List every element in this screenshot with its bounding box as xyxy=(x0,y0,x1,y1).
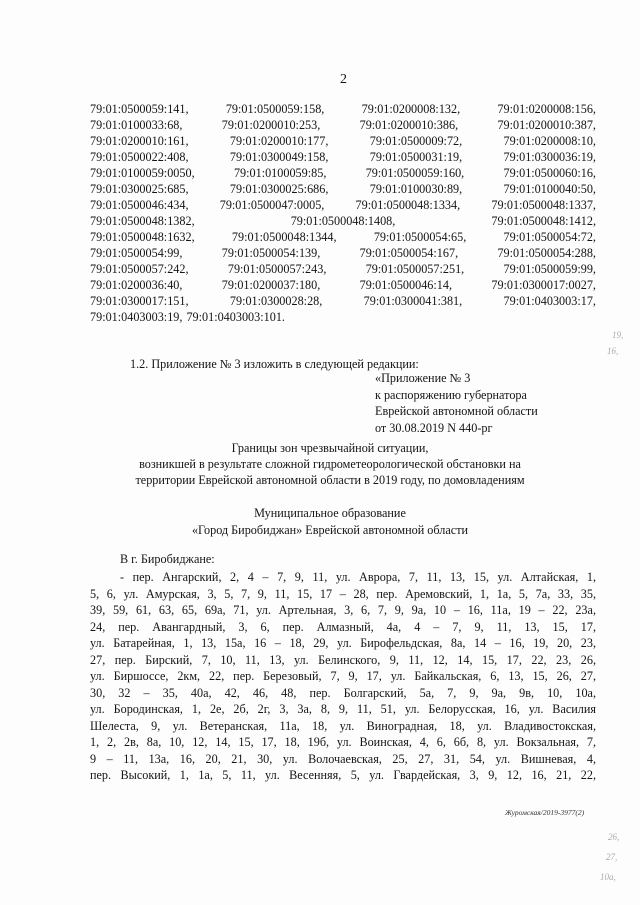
margin-mark: 19, xyxy=(612,330,624,340)
cadastral-number: 79:01:0403003:19, xyxy=(90,310,183,324)
street-line: 39, 59, 61, 63, 65, 69а, 71, ул. Артельная, 3, 6, 7, 9, 9а, 10 – 16, 11а, 19 – 22, 23а, xyxy=(90,603,596,617)
cadastral-line xyxy=(90,181,596,197)
street-line: 27, пер. Бирский, 7, 10, 11, 13, ул. Белинского, 9, 11, 12, 14, 15, 17, 22, 23, 26, xyxy=(90,652,596,667)
cadastral-number: 79:01:0500048:1344, xyxy=(231,230,337,244)
street-line: 5, 6, ул. Амурская, 3, 5, 7, 9, 11, 15, 17 – 28, пер. Аремовский, 1, 1а, 5, 7а, 33, 35, xyxy=(90,586,596,601)
appendix-line: «Приложение № 3 xyxy=(375,371,471,385)
city-heading: В г. Биробиджане: xyxy=(120,552,215,566)
cadastral-number: 79:01:0300017:0027, xyxy=(491,278,596,292)
margin-mark: 26, xyxy=(608,832,620,842)
title-line: территории Еврейской автономной области в 2019 году, по домовладениям xyxy=(135,473,525,487)
street-line: ул. Бородинская, 1, 2е, 2б, 2г, 3, 3а, 8, 9, 11, 51, ул. Белорусская, 16, ул. Василия xyxy=(90,702,596,716)
document-title xyxy=(80,440,580,488)
cadastral-number: 79:01:0100059:85, xyxy=(233,166,327,180)
cadastral-number: 79:01:0500057:242, xyxy=(90,262,189,276)
cadastral-line xyxy=(90,117,596,133)
municipality-heading xyxy=(80,505,580,539)
cadastral-number: 79:01:0300028:28, xyxy=(229,294,323,308)
municipality-line: Муниципальное образование xyxy=(254,506,406,520)
cadastral-number: 79:01:0200010:177, xyxy=(229,134,329,148)
cadastral-number: 79:01:0500022:408, xyxy=(90,150,189,164)
cadastral-number: 79:01:0500060:16, xyxy=(503,166,596,180)
cadastral-number: 79:01:0500054:99, xyxy=(90,246,183,260)
cadastral-line xyxy=(90,133,596,149)
cadastral-line xyxy=(90,229,596,245)
footer-code: Журомская/2019-3977(2) xyxy=(505,808,585,817)
cadastral-number: 79:01:0500054:72, xyxy=(503,230,596,244)
cadastral-number: 79:01:0200010:386, xyxy=(359,118,459,132)
appendix-header xyxy=(375,370,538,436)
cadastral-number: 79:01:0500054:139, xyxy=(221,246,321,260)
cadastral-number: 79:01:0500047:0005, xyxy=(219,198,325,212)
amendment-text: 1.2. Приложение № 3 изложить в следующей редакции: xyxy=(130,357,419,371)
cadastral-number: 79:01:0100030:89, xyxy=(369,182,463,196)
appendix-line: к распоряжению губернатора xyxy=(375,387,527,402)
cadastral-number: 79:01:0300025:685, xyxy=(90,182,189,196)
margin-mark: 27, xyxy=(606,852,618,862)
cadastral-line xyxy=(90,261,596,277)
cadastral-number: 79:01:0300025:686, xyxy=(229,182,329,196)
cadastral-number: 79:01:0500054:65, xyxy=(373,230,467,244)
margin-mark: 10а, xyxy=(600,872,616,882)
appendix-line: от 30.08.2019 N 440-рг xyxy=(375,420,493,435)
cadastral-number: 79:01:0200010:387, xyxy=(497,118,596,132)
cadastral-number: 79:01:0300017:151, xyxy=(90,294,189,308)
cadastral-number: 79:01:0200008:132, xyxy=(361,102,461,116)
cadastral-line xyxy=(90,101,596,117)
cadastral-number: 79:01:0500059:141, xyxy=(90,102,189,116)
cadastral-number: 79:01:0200008:10, xyxy=(503,134,596,148)
street-line: пер. Высокий, 1, 1а, 5, 11, ул. Весенняя, 5, ул. Гвардейская, 3, 9, 12, 16, 21, 22, xyxy=(90,768,596,782)
cadastral-number: 79:01:0500009:72, xyxy=(369,134,463,148)
cadastral-number: 79:01:0200010:161, xyxy=(90,134,189,148)
appendix-line: Еврейской автономной области xyxy=(375,404,538,418)
cadastral-line xyxy=(90,165,596,181)
title-line: возникшей в результате сложной гидрометеорологической обстановки на xyxy=(139,457,521,471)
cadastral-number: 79:01:0100033:68, xyxy=(90,118,183,132)
cadastral-line xyxy=(90,293,596,309)
cadastral-number: 79:01:0300036:19, xyxy=(503,150,596,164)
cadastral-number: 79:01:0403003:17, xyxy=(503,294,596,308)
cadastral-number: 79:01:0500048:1408, xyxy=(290,214,396,228)
cadastral-number: 79:01:0500048:1334, xyxy=(355,198,461,212)
cadastral-number: 79:01:0100059:0050, xyxy=(90,166,195,180)
cadastral-line xyxy=(90,213,596,229)
cadastral-number: 79:01:0500054:288, xyxy=(497,246,596,260)
cadastral-number: 79:01:0500048:1337, xyxy=(491,198,596,212)
cadastral-number: 79:01:0500046:14, xyxy=(359,278,453,292)
cadastral-number: 79:01:0500048:1412, xyxy=(491,214,596,228)
margin-mark: 16, xyxy=(607,346,619,356)
street-line: 9 – 11, 13а, 16, 20, 21, 30, ул. Волочаевская, 25, 27, 31, 54, ул. Вишневая, 4, xyxy=(90,751,596,766)
cadastral-line xyxy=(90,277,596,293)
cadastral-number: 79:01:0300041:381, xyxy=(363,294,463,308)
street-line: - пер. Ангарский, 2, 4 – 7, 9, 11, ул. Аврора, 7, 11, 13, 15, ул. Алтайская, 1, xyxy=(120,570,596,584)
cadastral-line xyxy=(90,245,596,261)
cadastral-number: 79:01:0100040:50, xyxy=(503,182,596,196)
cadastral-number: 79:01:0200008:156, xyxy=(497,102,596,116)
cadastral-number: 79:01:0500048:1632, xyxy=(90,230,195,244)
cadastral-numbers-list xyxy=(90,101,596,325)
municipality-line: «Город Биробиджан» Еврейской автономной области xyxy=(191,523,469,537)
cadastral-number: 79:01:0500059:160, xyxy=(365,166,465,180)
cadastral-number: 79:01:0500031:19, xyxy=(369,150,463,164)
cadastral-number: 79:01:0500057:243, xyxy=(227,262,327,276)
cadastral-number: 79:01:0500046:434, xyxy=(90,198,189,212)
cadastral-number: 79:01:0200036:40, xyxy=(90,278,183,292)
street-line: ул. Батарейная, 1, 13, 15а, 16 – 18, 29, ул. Бирофельдская, 8а, 14 – 16, 19, 20, 23, xyxy=(90,636,596,650)
street-line: 24, пер. Авангардный, 3, 6, пер. Алмазный, 4а, 4 – 7, 9, 11, 13, 15, 17, xyxy=(90,619,596,634)
cadastral-number: 79:01:0500059:158, xyxy=(225,102,325,116)
street-line: 30, 32 – 35, 40а, 42, 46, 48, пер. Болгарский, 5а, 7, 9, 9а, 9в, 10, 10а, xyxy=(90,685,596,700)
cadastral-number: 79:01:0500057:251, xyxy=(365,262,465,276)
cadastral-number: 79:01:0200010:253, xyxy=(221,118,321,132)
street-address-list xyxy=(90,569,596,784)
cadastral-number: 79:01:0200037:180, xyxy=(221,278,321,292)
cadastral-number: 79:01:0500059:99, xyxy=(503,262,596,276)
cadastral-line xyxy=(90,149,596,165)
cadastral-number: 79:01:0403003:101. xyxy=(186,310,285,324)
cadastral-number: 79:01:0500054:167, xyxy=(359,246,459,260)
title-line: Границы зон чрезвычайной ситуации, xyxy=(231,441,429,455)
street-line: ул. Биршоссе, 2км, 22, пер. Березовый, 7, 9, 17, ул. Байкальская, 6, 13, 15, 26, 27, xyxy=(90,669,596,683)
cadastral-line xyxy=(90,197,596,213)
page-number: 2 xyxy=(340,72,347,87)
street-line: Шелеста, 9, ул. Ветеранская, 11а, 18, ул. Виноградная, 18, ул. Владивостокская, xyxy=(90,718,596,733)
cadastral-number: 79:01:0500048:1382, xyxy=(90,214,195,228)
cadastral-line xyxy=(90,309,596,325)
street-line: 1, 2, 2в, 8а, 10, 12, 14, 15, 17, 18, 19б, ул. Воинская, 4, 6, 6б, 8, ул. Вокзальная, 7, xyxy=(90,735,596,749)
cadastral-number: 79:01:0300049:158, xyxy=(229,150,329,164)
